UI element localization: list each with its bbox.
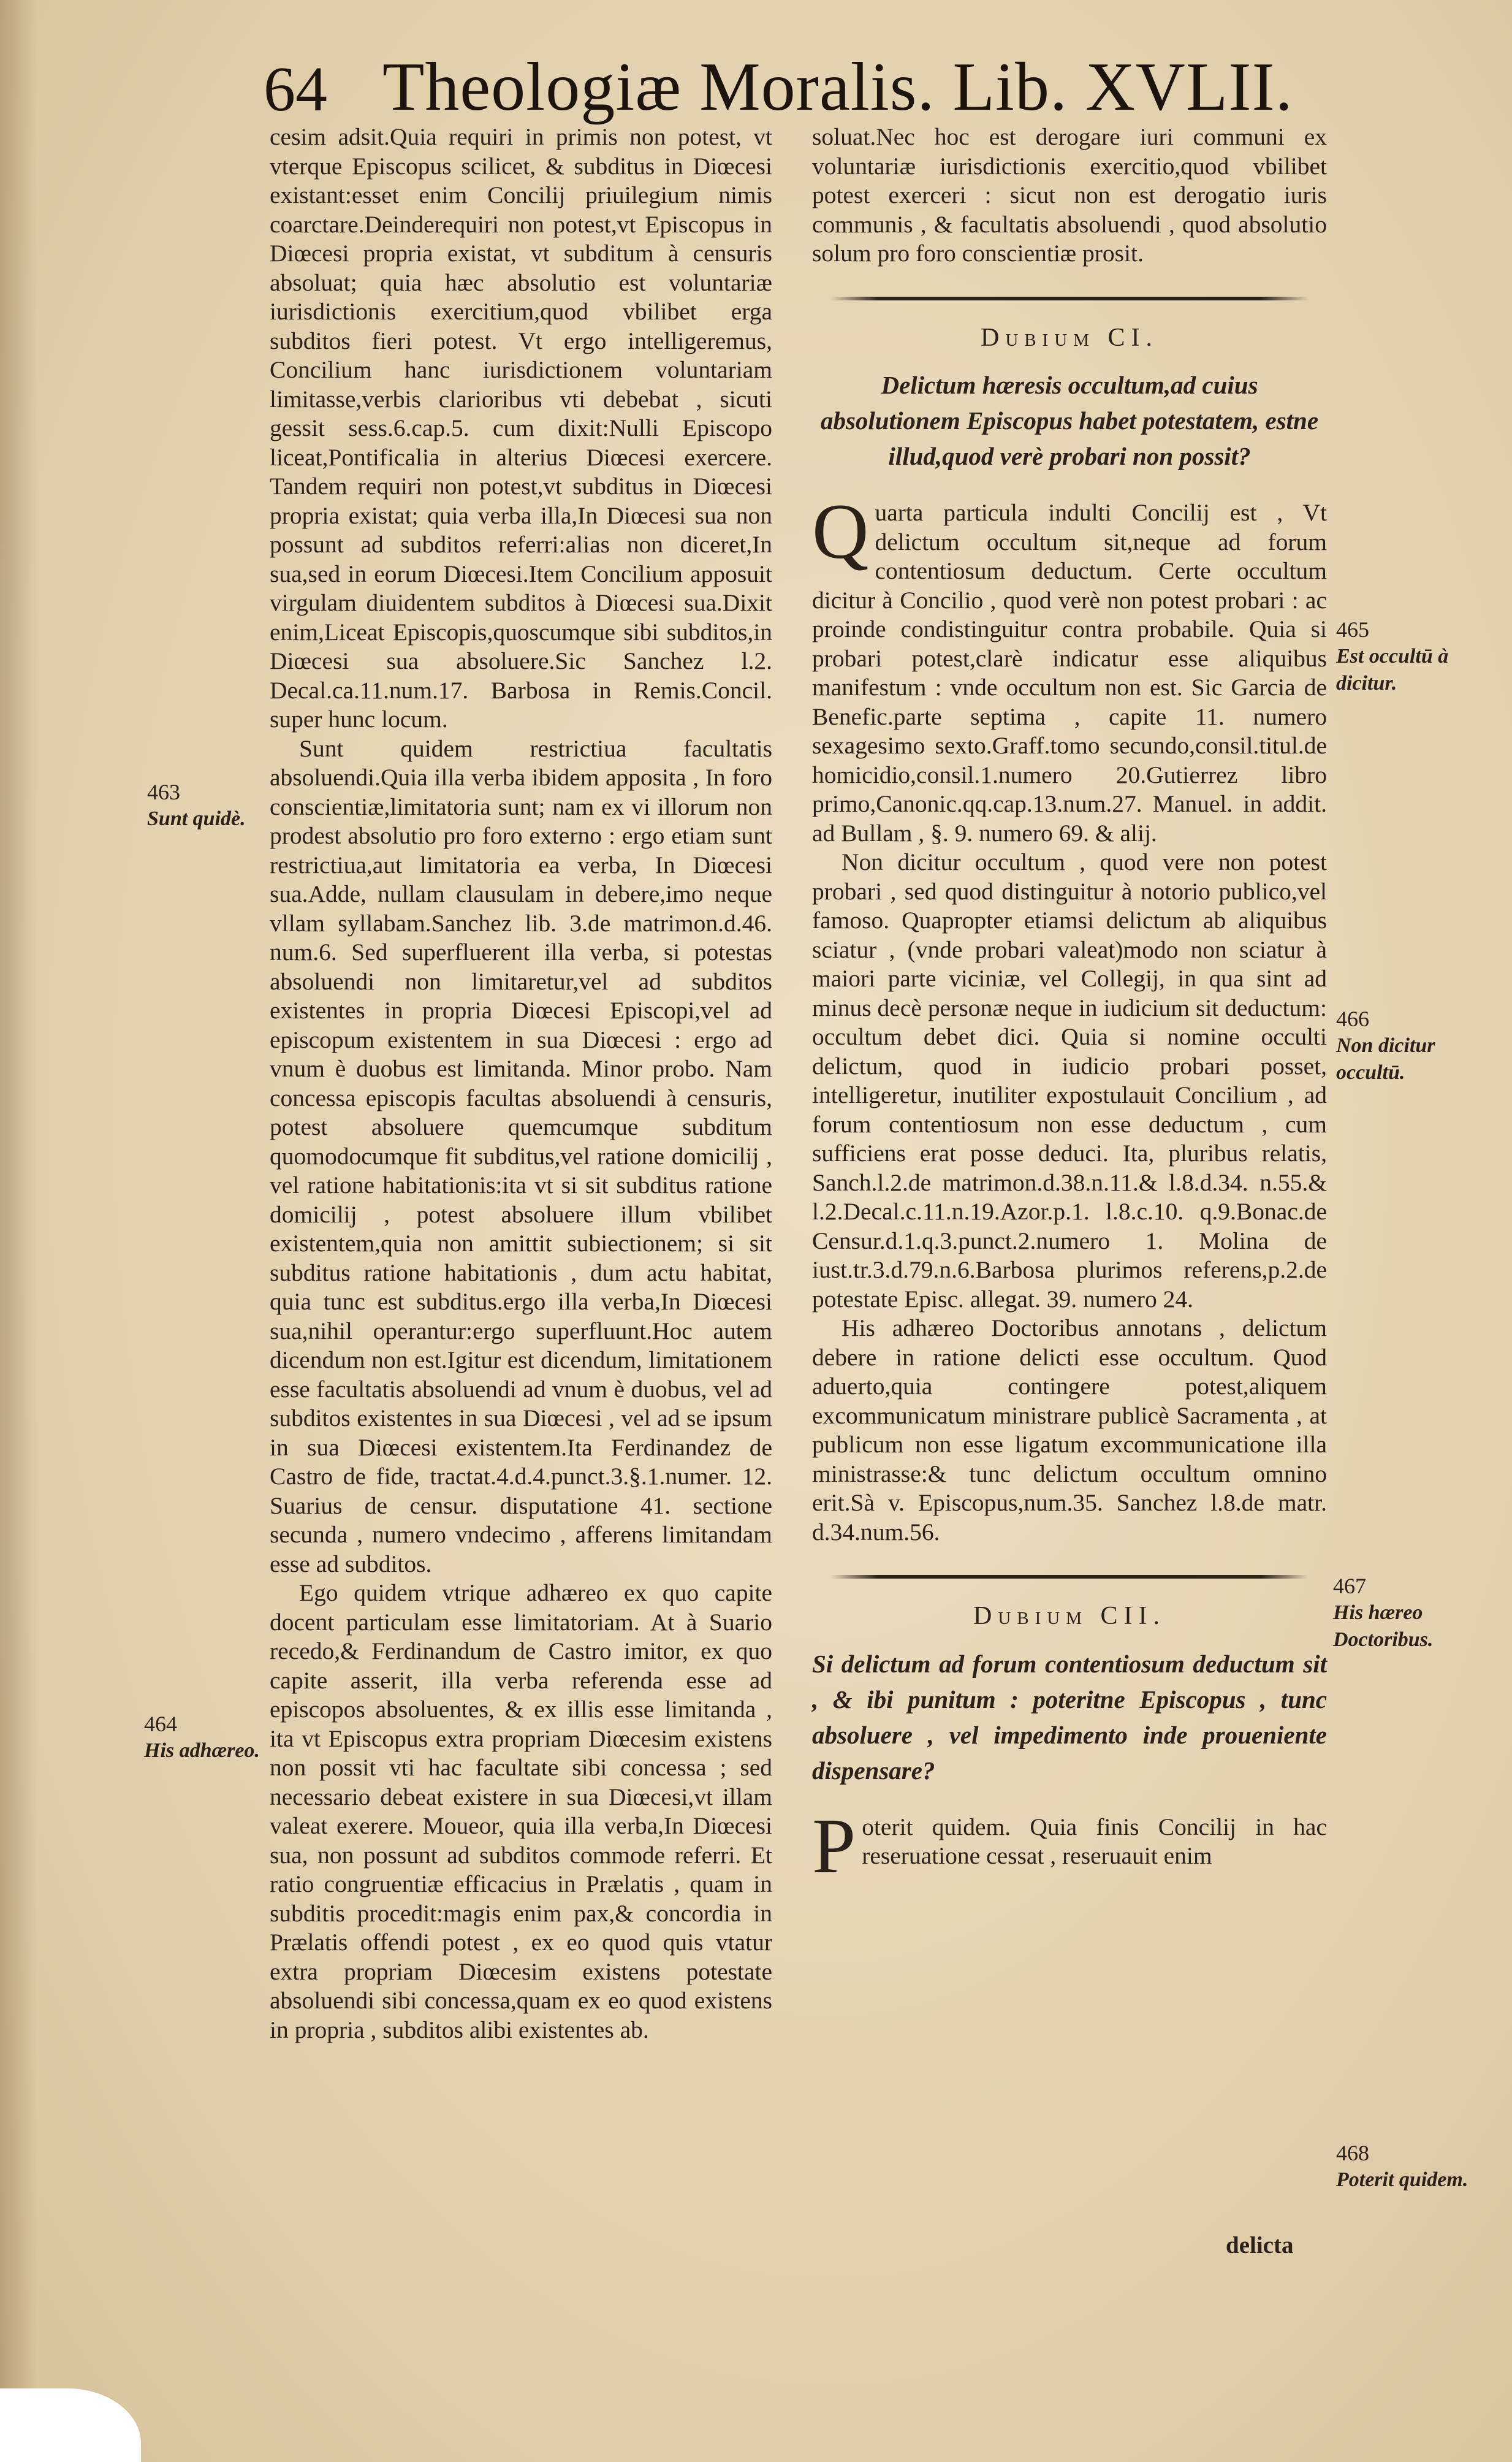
margin-note-number: 464 (144, 1712, 177, 1736)
dubium-ci-paragraph-1 (812, 488, 1327, 848)
margin-note-text: Poterit quidem. (1336, 2168, 1468, 2191)
left-paragraph-2: Sunt quidem restrictiua facultatis absoluendi.Quia illa verba ibidem apposita , In foro conscientiæ,limitatoria sunt; nam ex vi illorum non prodest absolutio pro foro externo : ergo etiam sunt restrictiua,aut limitatoria ea verba, In Diœcesi sua.Adde, nullam clausulam in debere,imo neque vllam syllabam.Sanchez lib. 3.de matrimon.d.46. num.6. Sed superfluerent illa verba, si potestas absoluendi non limitaretur,vel ad subditos existentes in propria Diœcesi Episcopi,vel ad episcopum existentem in sua Diœcesi : ergo ad vnum è duobus est limitanda. Minor probo. Nam concessa episcopis facultas absoluendi à censuris, potest absoluere quemcumque subditum quomodocumque fit subditus,vel ratione domicilij , vel ratione habitationis:ita vt si sit subditus ratione domicilij , potest absoluere illum vbilibet existentem,quia non amittit subiectionem; si sit subditus ratione habitationis , dum actu habitat, quia tunc est subditus.ergo illa verba,In Diœcesi sua,nihil operantur:ergo superfluunt.Hoc autem dicendum non est.Igitur est dicendum, limitationem esse facultatis absoluendi ad vnum è duobus, vel ad subditos existentes in sua Diœcesi , vel ad se ipsum in sua Diœcesi existentem.Ita Ferdinandez de Castro de fide, tractat.4.d.4.punct.3.§.1.numer. 12. Suarius de censur. disputatione 41. sectione secunda , numero vndecimo , afferens limitandam esse ad subditos. (270, 734, 772, 1577)
margin-note-text: Sunt quidè. (147, 807, 246, 830)
margin-note-number: 465 (1336, 617, 1369, 642)
margin-note-number: 468 (1336, 2141, 1369, 2165)
running-title: Theologiæ Moralis. Lib. XVLII. (382, 49, 1293, 125)
margin-note-number: 463 (147, 780, 180, 804)
catchword: delicta (1226, 2232, 1294, 2258)
margin-note-467 (1333, 1572, 1492, 1653)
dubium-cii-paragraph-text: oterit quidem. Quia finis Concilij in hac reseruatione cessat , reseruauit enim (862, 1813, 1327, 1869)
dropcap-q: Q (812, 488, 869, 575)
margin-note-468 (1336, 2140, 1495, 2193)
page-gutter-shadow (0, 0, 37, 2462)
dubium-cii-title: Dubium CII. (973, 1602, 1166, 1630)
margin-note-number: 466 (1336, 1007, 1369, 1031)
margin-note-text: Non dicitur occultū. (1336, 1034, 1435, 1084)
margin-note-text: His hæreo Doctoribus. (1333, 1601, 1434, 1651)
right-column (812, 123, 1327, 1889)
right-intro-paragraph: soluat.Nec hoc est derogare iuri communi ex voluntariæ iurisdictionis exercitio,quod vbilibet potest exerceri : sicut non est derogatio iuris communis , & facultatis absoluendi , quod absolutio solum pro foro conscientiæ prosit. (812, 123, 1327, 267)
dubium-cii-paragraph (812, 1802, 1327, 1889)
dubium-ci-title: Dubium CI. (980, 323, 1158, 352)
margin-note-number: 467 (1333, 1574, 1366, 1598)
margin-note-465 (1336, 616, 1495, 697)
torn-page-corner (0, 2388, 141, 2462)
section-divider (830, 297, 1309, 300)
dubium-ci-paragraph-1-text: uarta particula indulti Concilij est , Vt delictum occultum sit,neque ad forum contentiosum deductum. Certe occultum dicitur à Concilio , quod verè non potest probari : ac proinde condistinguitur contra probabile. Quia si probari potest,clarè indicatur esse aliquibus manifestum : vnde occultum non est. Sic Garcia de Benefic.parte septima , capite 11. numero sexagesimo sexto.Graff.tomo secundo,consil.titul.de homicidio,consil.1.numero 20.Gutierrez libro primo,Canonic.qq.cap.13.num.27. Manuel. in addit. ad Bullam , §. 9. numero 69. & alij. (812, 499, 1327, 847)
dubium-cii-question: Si delictum ad forum contentiosum deductum sit , & ibi punitum : poteritne Episcopus , tunc absoluere , vel impedimento inde proueniente dispensare? (812, 1649, 1327, 1785)
margin-note-464 (144, 1710, 260, 1764)
dubium-ci-paragraph-3: His adhæreo Doctoribus annotans , delictum debere in ratione delicti esse occultum. Quod aduerto,quia contingere potest,aliquem excommunicatum ministrare publicè Sacramenta , at publicum non esse ligatum excommunicatione illa ministrasse:& tunc delictum occultum omnino erit.Sà v. Episcopus,num.35. Sanchez l.8.de matr. d.34.num.56. (812, 1314, 1327, 1545)
margin-note-463 (147, 779, 264, 833)
page-header (264, 29, 1305, 125)
margin-note-466 (1336, 1005, 1495, 1086)
dubium-ci-question: Delictum hæresis occultum,ad cuius absolutionem Episcopus habet potestatem, estne illud,quod verè probari non possit? (820, 371, 1319, 470)
section-divider (830, 1575, 1309, 1579)
dubium-ci-paragraph-2: Non dicitur occultum , quod vere non potest probari , sed quod distinguitur à notorio publico,vel famoso. Quapropter etiamsi delictum ab aliquibus sciatur , (vnde probari valeat)modo non sciatur à maiori parte viciniæ, vel Collegij, in qua sint ad minus decè personæ neque in iudicium sit deductum: occultum debet dici. Quia si nomine occulti delictum, quod in iudicio probari posset, intelligeretur, inutiliter expostulauit Concilium , ad forum contentiosum non esse deductum , cum sufficiens erat posse deduci. Ita, pluribus relatis, Sanch.l.2.de matrimon.d.38.n.11.& l.8.d.34. n.55.& l.2.Decal.c.11.n.19.Azor.p.1. l.8.c.10. q.9.Bonac.de Censur.d.1.q.3.punct.2.numero 1. Molina de iust.tr.3.d.79.n.6.Barbosa plurimos referens,p.2.de potestate Episc. allegat. 39. numero 24. (812, 848, 1327, 1313)
left-column (270, 123, 772, 2045)
margin-note-text: Est occultū à dicitur. (1336, 645, 1449, 695)
margin-note-text: His adhæreo. (144, 1739, 260, 1762)
left-paragraph-1: cesim adsit.Quia requiri in primis non potest, vt vterque Episcopus scilicet, & subditus in Diœcesi existant:esset enim Concilij priuilegium nimis coarctare.Deinderequiri non potest,vt Episcopus in Diœcesi propria existat, vt subditum à censuris absoluat; quia hæc absolutio est voluntariæ iurisdictionis exercitium,quod vbilibet erga subditos fieri potest. Vt ergo intelligeremus, Concilium hanc iurisdictionem voluntariam limitasse,verbis clarioribus vti debebat , sicuti gessit sess.6.cap.5. cum dixit:Nulli Episcopo liceat,Pontificalia in alterius Diœcesi exercere. Tandem requiri non potest,vt subditus in Diœcesi propria existat; quia verba illa,In Diœcesi sua non possunt ad subditos referri:alias non diceret,In sua,sed in eorum Diœcesi.Item Concilium apposuit virgulam diuidentem subditos à Diœcesi sua.Dixit enim,Liceat Episcopis,quoscumque sibi subditos,in Diœcesi sua absoluere.Sic Sanchez l.2. Decal.ca.11.num.17. Barbosa in Remis.Concil. super hunc locum. (270, 123, 772, 733)
page-number: 64 (264, 54, 327, 124)
dropcap-p: P (812, 1802, 856, 1889)
left-paragraph-3: Ego quidem vtrique adhæreo ex quo capite docent particulam esse limitatoriam. At à Suario recedo,& Ferdinandum de Castro imitor, ex quo capite asserit, illa verba referenda esse ad episcopos absoluentes, & ex illis esse limitanda , ita vt Episcopus extra propriam Diœcesim existens non possit vti hac facultate sibi concessa ; sed necessario debeat existere in sua Diœcesi,vt illam valeat exerere. Moueor, quia illa verba,In Diœcesi sua, non possunt ad subditos commode referri. Et ratio congruentiæ efficacius in Prælatis , quam in subditis procedit:magis enim pax,& concordia in Prælatis offendi potest , ex eo quod quis vtatur extra propriam Diœcesim existens potestate absoluendi sibi concessa,quam ex eo quod existens in propria , subditos alibi existentes ab. (270, 1579, 772, 2043)
